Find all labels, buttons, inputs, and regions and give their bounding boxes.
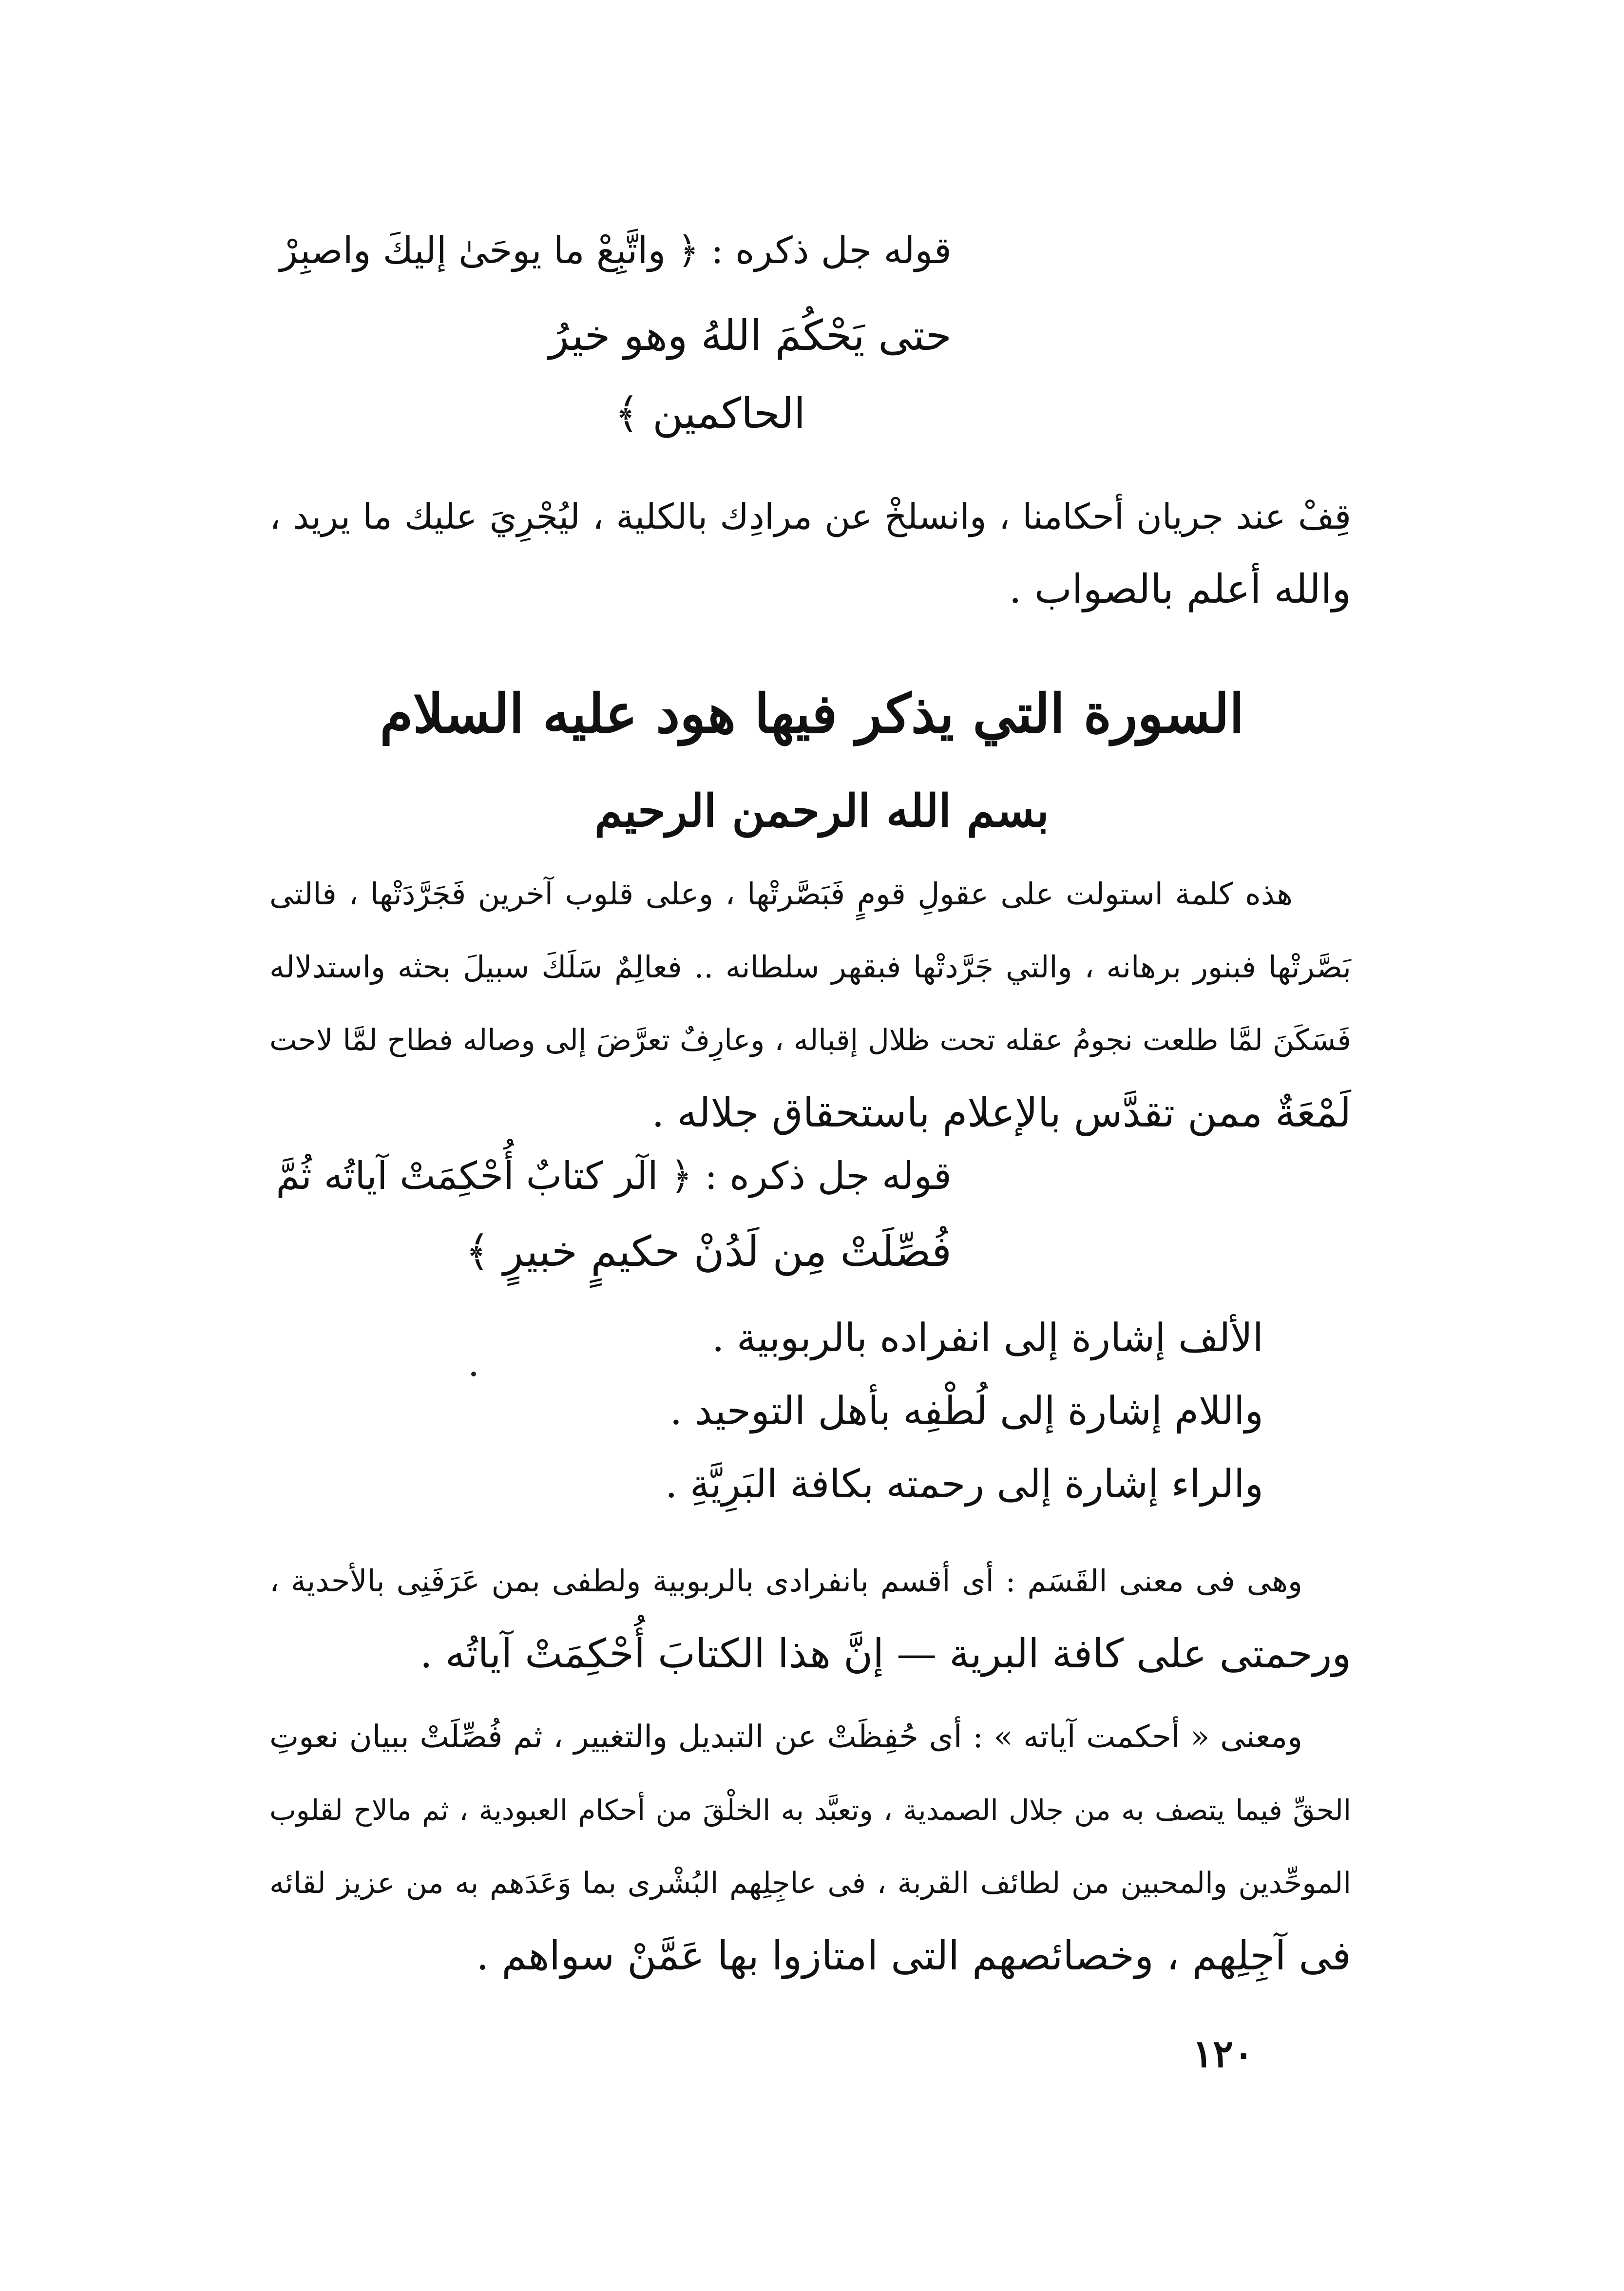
paragraph-1-line-1: قِفْ عند جريان أحكامنا ، وانسلخْ عن مرادِك بالكلية ، ليُجْرِيَ عليك ما يريد ، xyxy=(269,496,1351,537)
paragraph-3 xyxy=(269,1545,1351,1691)
letter-lam-meaning: واللام إشارة إلى لُطْفِه بأهل التوحيد . xyxy=(669,1388,1263,1433)
verse-1-line-3: الحاكمين ﴾ xyxy=(614,389,805,438)
paragraph-3-line-1: وهى فى معنى القَسَم : أى أقسم بانفرادى بالربوبية ولطفى بمن عَرَفَنِى بالأحدية ، xyxy=(269,1563,1302,1599)
letter-ra-meaning: والراء إشارة إلى رحمته بكافة البَرِيَّةِ . xyxy=(665,1461,1263,1507)
paragraph-2-line-3: فَسَكَنَ لمَّا طلعت نجومُ عقله تحت ظلال إقباله ، وعارِفٌ تعرَّضَ إلى وصاله فطاح لمَّا لاحت xyxy=(269,1023,1351,1057)
paragraph-4-line-3: الموحِّدين والمحبين من لطائف القربة ، فى عاجِلِهم البُشْرى بما وَعَدَهم به من عزيز لقائه xyxy=(269,1866,1351,1900)
verse-1-line-1: قوله جل ذكره : ﴿ واتَّبِعْ ما يوحَىٰ إليكَ واصبِرْ xyxy=(280,229,952,272)
paragraph-1-line-2: والله أعلم بالصواب . xyxy=(1009,566,1351,612)
paragraph-2-line-1: هذه كلمة استولت على عقولِ قومٍ فَبَصَّرتْها ، وعلى قلوب آخرين فَجَرَّدَتْها ، فالتى xyxy=(269,876,1293,912)
page-number: ١٢٠ xyxy=(1192,2032,1254,2076)
paragraph-4-line-4: فى آجِلِهم ، وخصائصهم التى امتازوا بها عَمَّنْ سواهم . xyxy=(476,1933,1351,1979)
verse-1-line-2: حتى يَحْكُمَ اللهُ وهو خيرُ xyxy=(549,311,952,360)
paragraph-2-line-2: بَصَّرتْها فبنور برهانه ، والتي جَرَّدتْها فبقهر سلطانه .. فعالِمٌ سَلَكَ سبيلَ بحثه واستدلاله xyxy=(269,949,1351,985)
verse-2-line-1: قوله جل ذكره : ﴿ الٓر كتابٌ أُحْكِمَتْ آياتُه ثُمَّ xyxy=(276,1154,952,1198)
verse-2-line-2: فُصِّلَتْ مِن لَدُنْ حكيمٍ خبيرٍ ﴾ xyxy=(465,1227,952,1276)
paragraph-2-line-4: لَمْعَةٌ ممن تقدَّس بالإعلام باستحقاق جلاله . xyxy=(651,1090,1351,1136)
print-speck xyxy=(471,1372,476,1376)
surah-title: السورة التي يذكر فيها هود عليه السلام xyxy=(380,682,1244,745)
paragraph-3-line-2: ورحمتى على كافة البرية — إنَّ هذا الكتابَ أُحْكِمَتْ آياتُه . xyxy=(420,1631,1351,1677)
paragraph-2 xyxy=(269,858,1351,1150)
basmala: بسم الله الرحمن الرحيم xyxy=(594,784,1050,837)
paragraph-4 xyxy=(269,1700,1351,1993)
paragraph-4-line-1: ومعنى « أحكمت آياته » : أى حُفِظَتْ عن التبديل والتغيير ، ثم فُصِّلَتْ ببيان نعوتِ xyxy=(269,1719,1302,1755)
paragraph-4-line-2: الحقِّ فيما يتصف به من جلال الصمدية ، وتعبَّد به الخلْقَ من أحكام العبودية ، ثم مالاح لقلوب xyxy=(269,1794,1351,1827)
paragraph-1 xyxy=(269,480,1351,626)
letter-alif-meaning: الألف إشارة إلى انفراده بالربوبية . xyxy=(712,1315,1263,1360)
